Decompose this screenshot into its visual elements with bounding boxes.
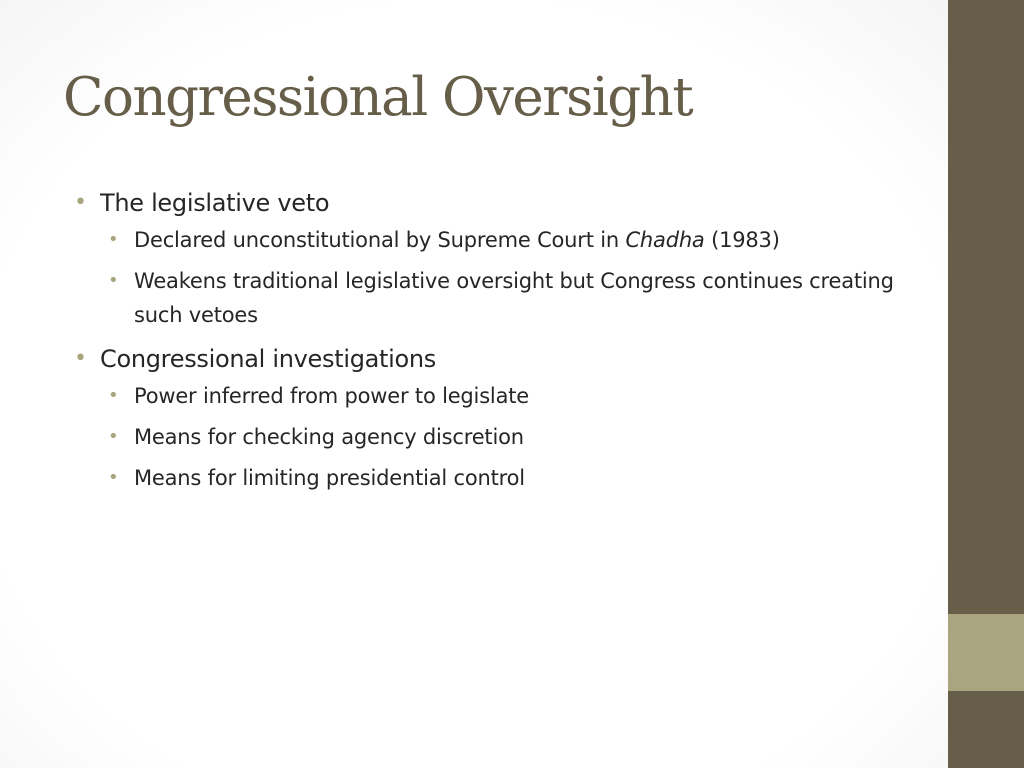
subbullet-power-inferred — [108, 379, 894, 413]
bullet-dot-icon: • — [108, 385, 119, 406]
bullet-text: The legislative veto — [100, 189, 330, 217]
bullet-dot-icon: • — [108, 229, 119, 250]
subbullet-text: Weakens traditional legislative oversight but Congress continues creating such vetoes — [134, 269, 894, 327]
subbullet-text-end: (1983) — [704, 228, 780, 252]
slide-body — [74, 186, 894, 502]
subbullet-text: Means for limiting presidential control — [134, 466, 525, 490]
slide-title: Congressional Oversight — [63, 67, 693, 128]
bullet-congressional-investigations — [74, 342, 894, 376]
subbullet-weakens-oversight — [108, 264, 894, 332]
bullet-dot-icon: • — [74, 346, 87, 371]
subbullet-text: Power inferred from power to legislate — [134, 384, 529, 408]
subbullet-chadha — [108, 223, 894, 257]
subbullet-text: Means for checking agency discretion — [134, 425, 524, 449]
bullet-dot-icon: • — [108, 270, 119, 291]
case-name-italic: Chadha — [625, 228, 705, 252]
bullet-dot-icon: • — [74, 190, 87, 215]
side-accent-block — [948, 614, 1024, 691]
subbullet-checking-discretion — [108, 420, 894, 454]
bullet-dot-icon: • — [108, 467, 119, 488]
bullet-legislative-veto — [74, 186, 894, 220]
bullet-dot-icon: • — [108, 426, 119, 447]
subbullet-text-start: Declared unconstitutional by Supreme Court in — [134, 228, 626, 252]
bullet-text: Congressional investigations — [100, 345, 437, 373]
subbullet-limiting-control — [108, 461, 894, 495]
